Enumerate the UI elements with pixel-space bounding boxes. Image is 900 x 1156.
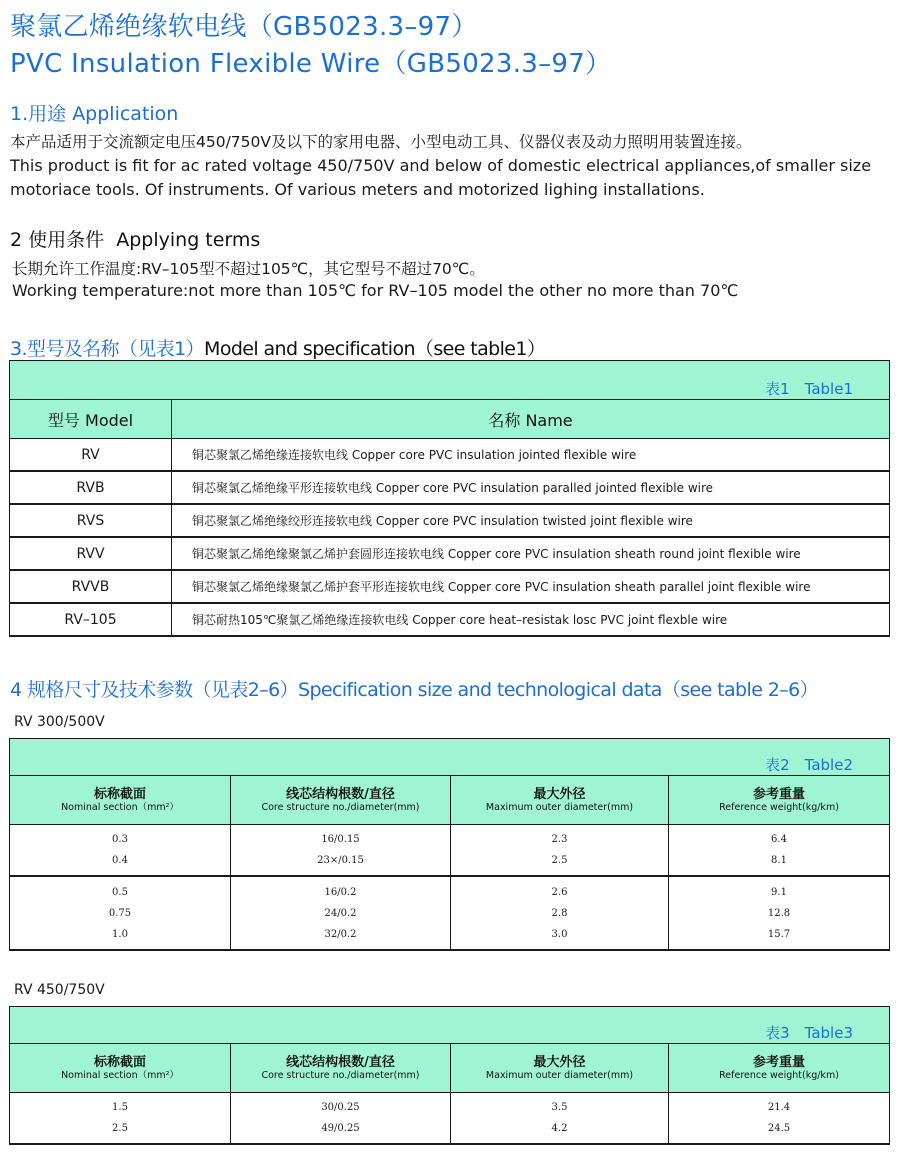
table-1-header-model: 型号 Model xyxy=(10,400,172,439)
models-heading: 3.型号及名称（见表1）Model and specification（see table1） xyxy=(10,338,546,360)
header-nominal-section: 标称截面 Nominal section（mm²） xyxy=(10,776,231,825)
core-cell: 16/0.2 24/0.2 32/0.2 xyxy=(231,876,451,950)
name-cell: 铜芯聚氯乙烯绝缘聚氯乙烯护套平形连接软电线 Copper core PVC insulation sheath parallel joint flexible wire xyxy=(172,570,890,603)
application-text-cn: 本产品适用于交流额定电压450/750V及以下的家用电器、小型电动工具、仪器仪表及动力照明用装置连接。 xyxy=(10,133,752,151)
page-title-cn: 聚氯乙烯绝缘软电线（GB5023.3–97） xyxy=(10,12,478,42)
model-cell: RVB xyxy=(10,471,172,504)
table-2-subtitle: RV 300/500V xyxy=(14,714,105,730)
model-cell: RVVB xyxy=(10,570,172,603)
section-cell: 1.5 2.5 xyxy=(10,1093,231,1145)
application-text-en-2: motoriace tools. Of instruments. Of various meters and motorized lighing installations. xyxy=(10,180,705,199)
model-cell: RV xyxy=(10,439,172,472)
page-title-en: PVC Insulation Flexible Wire（GB5023.3–97） xyxy=(10,49,612,79)
od-cell: 2.6 2.8 3.0 xyxy=(451,876,669,950)
table-3-subtitle: RV 450/750V xyxy=(14,982,105,998)
application-heading: 1.用途 Application xyxy=(10,103,179,125)
table-row xyxy=(10,471,890,504)
weight-cell: 9.1 12.8 15.7 xyxy=(669,876,890,950)
table-3-caption: 表3 Table3 xyxy=(10,1007,890,1044)
weight-cell: 21.4 24.5 xyxy=(669,1093,890,1145)
section-cell: 0.5 0.75 1.0 xyxy=(10,876,231,950)
table-row xyxy=(10,439,890,472)
name-cell: 铜芯聚氯乙烯绝缘绞形连接软电线 Copper core PVC insulation twisted joint flexible wire xyxy=(172,504,890,537)
section-cell: 0.3 0.4 xyxy=(10,825,231,877)
terms-text-en: Working temperature:not more than 105℃ for RV–105 model the other no more than 70℃ xyxy=(12,281,739,300)
terms-heading: 2 使用条件 Applying terms xyxy=(10,229,261,251)
od-cell: 3.5 4.2 xyxy=(451,1093,669,1145)
table-row-group xyxy=(10,876,890,950)
core-cell: 30/0.25 49/0.25 xyxy=(231,1093,451,1145)
header-reference-weight: 参考重量 Reference weight(kg/km) xyxy=(669,776,890,825)
model-cell: RV–105 xyxy=(10,603,172,636)
header-core-structure: 线芯结构根数/直径 Core structure no./diameter(mm) xyxy=(231,1044,451,1093)
table-row xyxy=(10,570,890,603)
header-reference-weight: 参考重量 Reference weight(kg/km) xyxy=(669,1044,890,1093)
application-text-en-1: This product is fit for ac rated voltage 450/750V and below of domestic electrical appliances,of smaller size xyxy=(10,156,872,175)
table-1 xyxy=(9,360,890,637)
table-1-caption: 表1 Table1 xyxy=(10,361,890,400)
name-cell: 铜芯聚氯乙烯绝缘连接软电线 Copper core PVC insulation jointed flexible wire xyxy=(172,439,890,472)
name-cell: 铜芯聚氯乙烯绝缘平形连接软电线 Copper core PVC insulation paralled jointed flexible wire xyxy=(172,471,890,504)
table-2-caption: 表2 Table2 xyxy=(10,739,890,776)
header-nominal-section: 标称截面 Nominal section（mm²） xyxy=(10,1044,231,1093)
table-row xyxy=(10,504,890,537)
specs-heading: 4 规格尺寸及技术参数（见表2–6）Specification size and technological data（see table 2–6） xyxy=(10,679,819,701)
header-outer-diameter: 最大外径 Maximum outer diameter(mm) xyxy=(451,776,669,825)
terms-text-cn: 长期允许工作温度:RV–105型不超过105℃，其它型号不超过70℃。 xyxy=(12,260,485,278)
table-row xyxy=(10,603,890,636)
table-row-group xyxy=(10,1093,890,1145)
model-cell: RVS xyxy=(10,504,172,537)
od-cell: 2.3 2.5 xyxy=(451,825,669,877)
table-row-group xyxy=(10,825,890,877)
table-2 xyxy=(9,738,890,951)
core-cell: 16/0.15 23×/0.15 xyxy=(231,825,451,877)
name-cell: 铜芯聚氯乙烯绝缘聚氯乙烯护套圆形连接软电线 Copper core PVC insulation sheath round joint flexible wire xyxy=(172,537,890,570)
header-outer-diameter: 最大外径 Maximum outer diameter(mm) xyxy=(451,1044,669,1093)
weight-cell: 6.4 8.1 xyxy=(669,825,890,877)
table-row xyxy=(10,537,890,570)
table-3 xyxy=(9,1006,890,1145)
model-cell: RVV xyxy=(10,537,172,570)
table-1-header-name: 名称 Name xyxy=(172,400,890,439)
header-core-structure: 线芯结构根数/直径 Core structure no./diameter(mm) xyxy=(231,776,451,825)
name-cell: 铜芯耐热105℃聚氯乙烯绝缘连接软电线 Copper core heat–resistak losc PVC joint flexble wire xyxy=(172,603,890,636)
